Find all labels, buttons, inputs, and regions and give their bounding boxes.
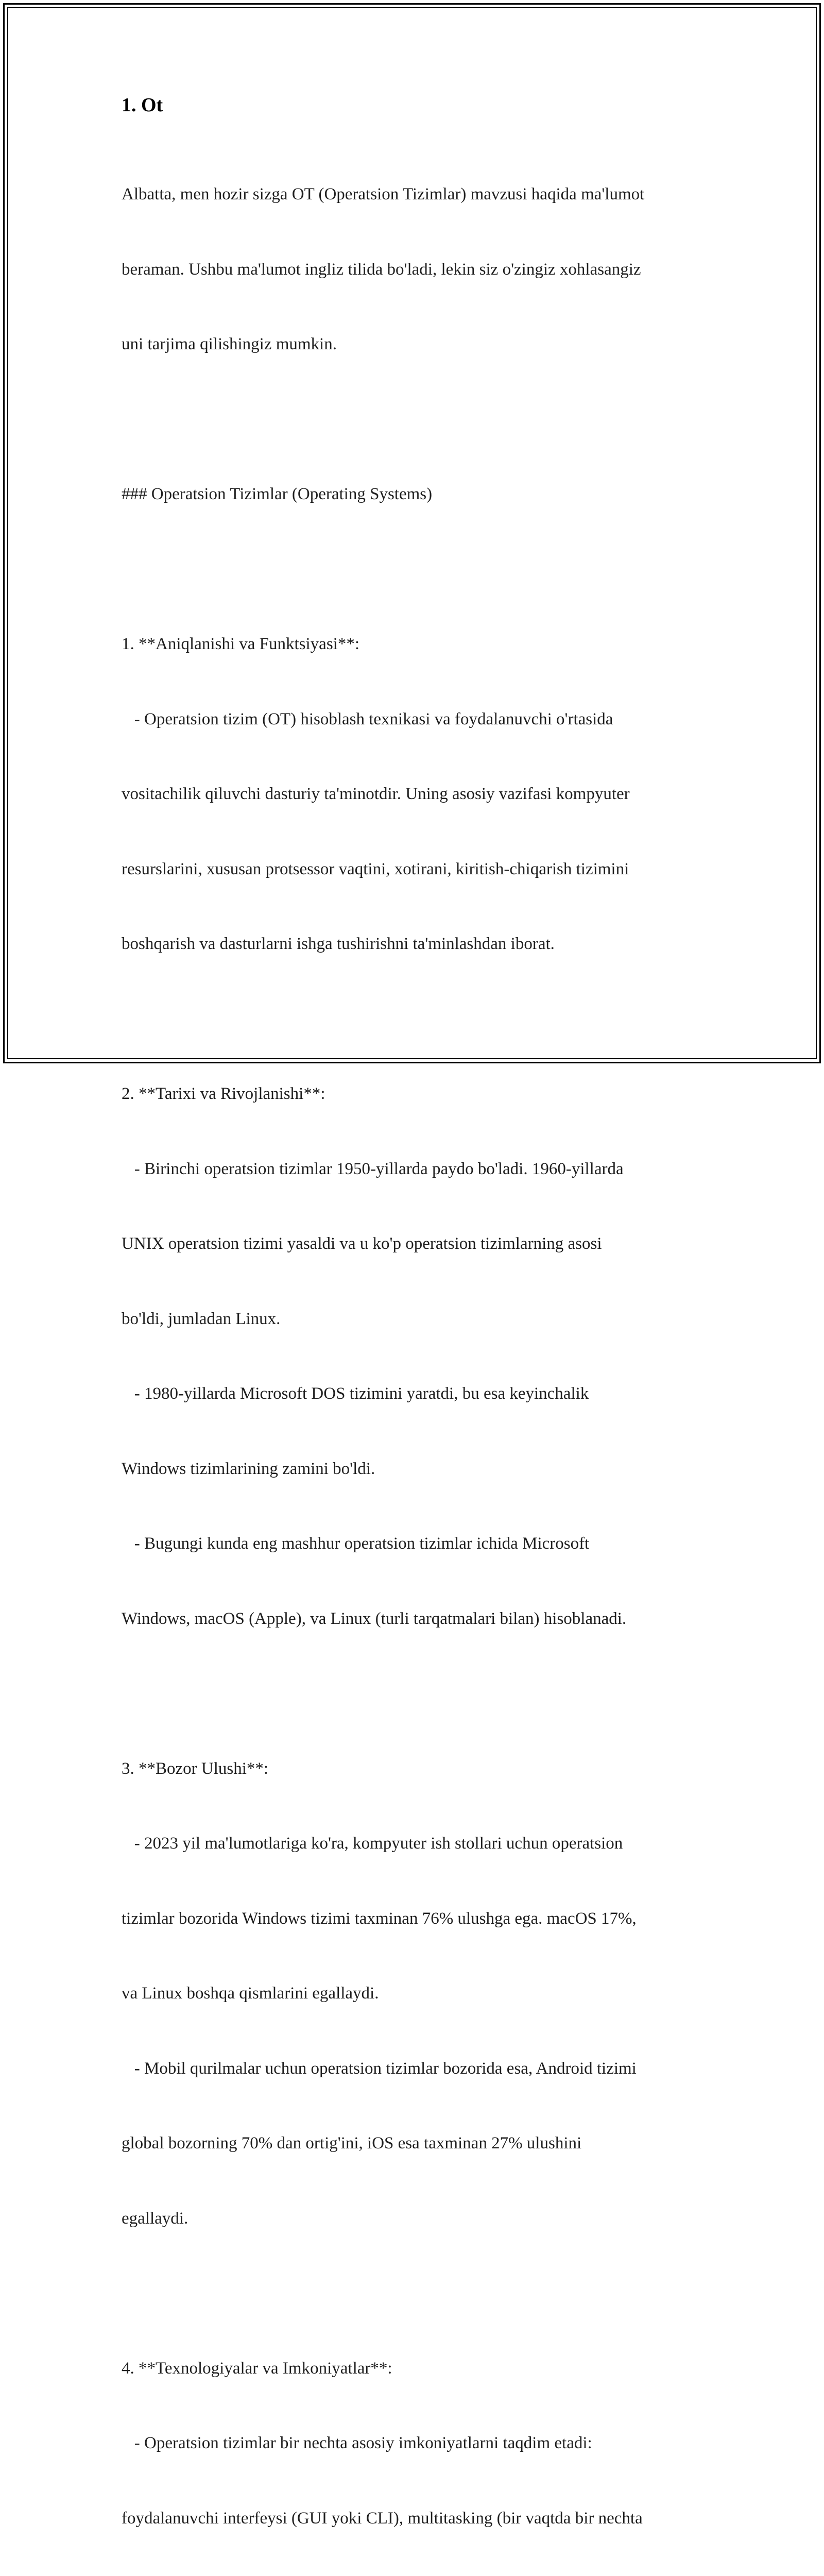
text-line: 1. **Aniqlanishi va Funktsiyasi**:: [122, 632, 714, 657]
text-line: vositachilik qiluvchi dasturiy ta'minotdir. Uning asosiy vazifasi kompyuter: [122, 782, 714, 807]
paragraph-section-4: [122, 2306, 714, 2576]
paragraph-section-2: [122, 1031, 714, 1681]
text-line: - Bugungi kunda eng mashhur operatsion tizimlar ichida Microsoft: [122, 1531, 714, 1556]
text-line: resurslarini, xususan protsessor vaqtini, xotirani, kiritish-chiqarish tizimini: [122, 857, 714, 882]
text-line: 4. **Texnologiyalar va Imkoniyatlar**:: [122, 2356, 714, 2381]
document-title: 1. Ot: [122, 93, 714, 117]
text-line: Albatta, men hozir sizga OT (Operatsion Tizimlar) mavzusi haqida ma'lumot: [122, 182, 714, 207]
text-line: Windows, macOS (Apple), va Linux (turli tarqatmalari bilan) hisoblanadi.: [122, 1606, 714, 1632]
text-line: boshqarish va dasturlarni ishga tushirishni ta'minlashdan iborat.: [122, 931, 714, 957]
text-line: - Mobil qurilmalar uchun operatsion tizimlar bozorida esa, Android tizimi: [122, 2056, 714, 2081]
text-line: tizimlar bozorida Windows tizimi taxminan 76% ulushga ega. macOS 17%,: [122, 1906, 714, 1931]
text-line: bo'ldi, jumladan Linux.: [122, 1307, 714, 1332]
document-body: [122, 93, 714, 2576]
text-line: 3. **Bozor Ulushi**:: [122, 1756, 714, 1782]
paragraph-intro: [122, 132, 714, 407]
text-line: - Birinchi operatsion tizimlar 1950-yillarda paydo bo'ladi. 1960-yillarda: [122, 1157, 714, 1182]
text-line: beraman. Ushbu ma'lumot ingliz tilida bo'ladi, lekin siz o'zingiz xohlasangiz: [122, 257, 714, 282]
text-line: 2. **Tarixi va Rivojlanishi**:: [122, 1081, 714, 1107]
paragraph-heading: [122, 432, 714, 557]
text-line: uni tarjima qilishingiz mumkin.: [122, 332, 714, 357]
text-line: foydalanuvchi interfeysi (GUI yoki CLI), multitasking (bir vaqtda bir nechta: [122, 2506, 714, 2531]
paragraph-section-3: [122, 1706, 714, 2281]
text-line: - 1980-yillarda Microsoft DOS tizimini yaratdi, bu esa keyinchalik: [122, 1381, 714, 1406]
text-line: - Operatsion tizim (OT) hisoblash texnikasi va foydalanuvchi o'rtasida: [122, 707, 714, 732]
text-line: - Operatsion tizimlar bir nechta asosiy imkoniyatlarni taqdim etadi:: [122, 2431, 714, 2456]
text-line: global bozorning 70% dan ortig'ini, iOS esa taxminan 27% ulushini: [122, 2131, 714, 2156]
text-line: ### Operatsion Tizimlar (Operating Systems): [122, 482, 714, 507]
text-line: va Linux boshqa qismlarini egallaydi.: [122, 1981, 714, 2006]
text-line: - 2023 yil ma'lumotlariga ko'ra, kompyuter ish stollari uchun operatsion: [122, 1831, 714, 1856]
text-line: Windows tizimlarining zamini bo'ldi.: [122, 1456, 714, 1482]
text-line: egallaydi.: [122, 2206, 714, 2231]
paragraph-section-1: [122, 582, 714, 1007]
text-line: UNIX operatsion tizimi yasaldi va u ko'p operatsion tizimlarning asosi: [122, 1231, 714, 1257]
